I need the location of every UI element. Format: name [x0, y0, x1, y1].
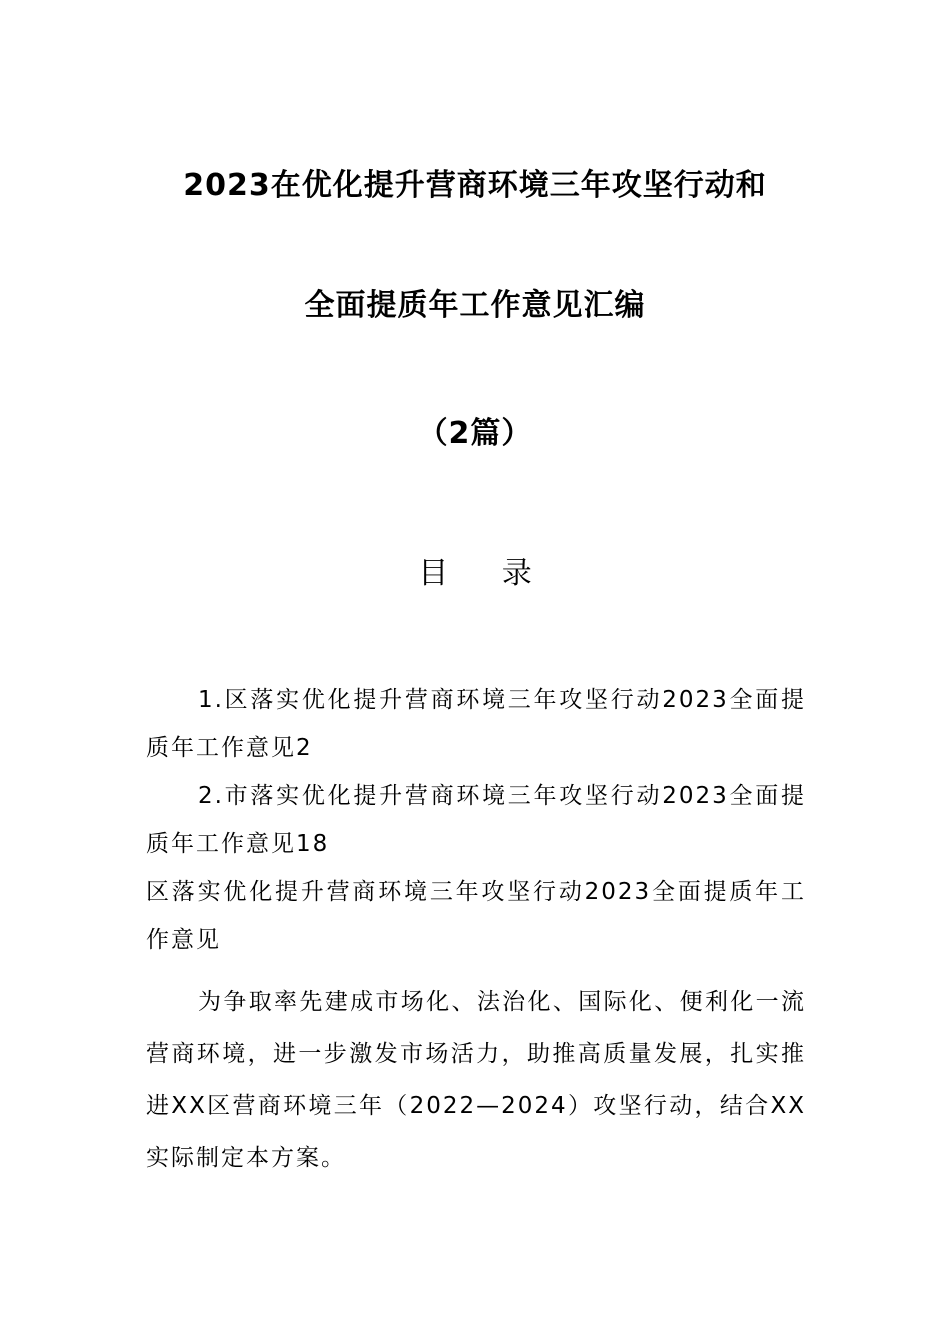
toc-item[interactable]: 1.区落实优化提升营商环境三年攻坚行动2023全面提质年工作意见2 [146, 687, 806, 761]
document-title-line-2: 全面提质年工作意见汇编 [304, 288, 646, 323]
article-count: （2篇） [417, 416, 533, 451]
section-1 [146, 868, 806, 1184]
document-title-line-1: 2023在优化提升营商环境三年攻坚行动和 [183, 168, 767, 203]
toc-item[interactable]: 2.市落实优化提升营商环境三年攻坚行动2023全面提质年工作意见18 [146, 783, 806, 857]
toc-heading: 目 录 [418, 556, 554, 591]
table-of-contents [146, 676, 806, 868]
section-title: 区落实优化提升营商环境三年攻坚行动2023全面提质年工作意见 [146, 879, 806, 953]
body-paragraph: 为争取率先建成市场化、法治化、国际化、便利化一流营商环境，进一步激发市场活力，助推高质量发展，扎实推进XX区营商环境三年（2022—2024）攻坚行动，结合XX实际制定本方案。 [146, 989, 806, 1171]
